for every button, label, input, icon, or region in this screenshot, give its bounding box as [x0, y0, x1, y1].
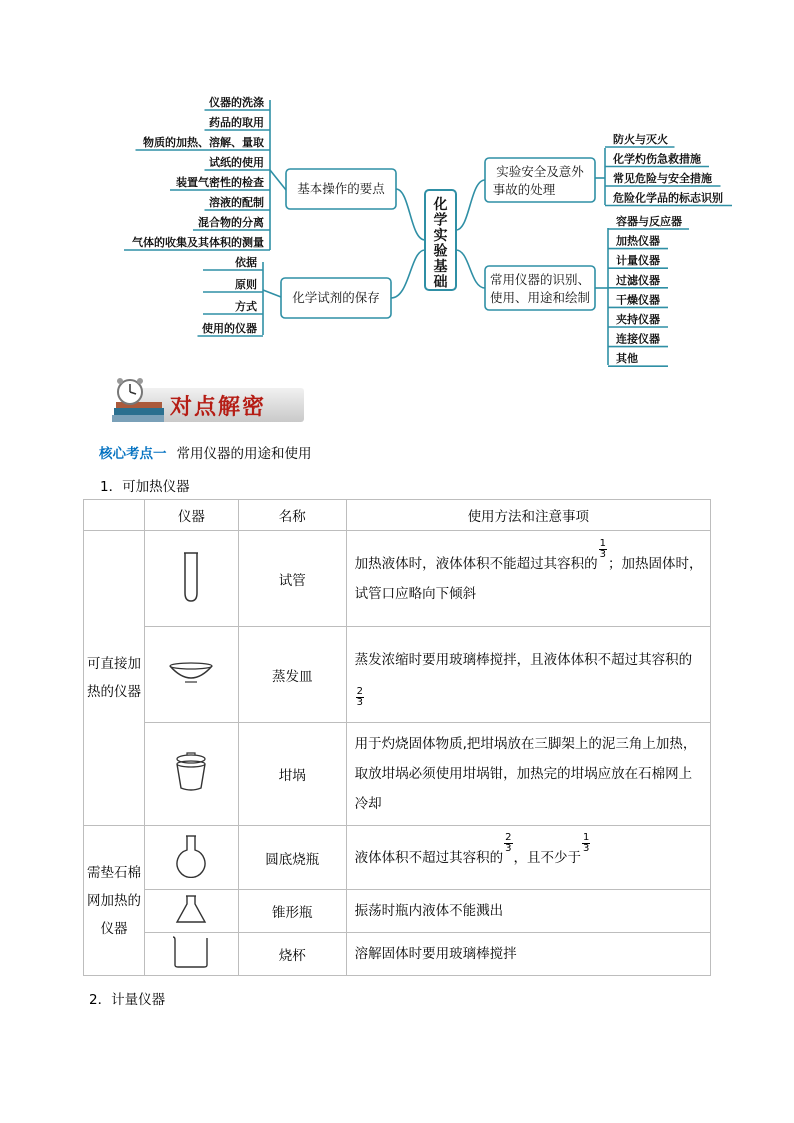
center-char: 实 [433, 228, 448, 244]
mindmap-leaf: 连接仪器 [616, 332, 660, 346]
instrument-table [83, 499, 711, 976]
instrument-image [144, 723, 238, 826]
section-banner [108, 378, 304, 430]
round-bottom-flask-icon [173, 834, 209, 878]
mindmap-leaf: 仪器的洗涤 [209, 96, 264, 109]
mindmap-leaf: 计量仪器 [616, 254, 660, 268]
fraction [504, 833, 512, 854]
category-direct-heat [84, 531, 145, 826]
mindmap-leaf: 化学灼伤急救措施 [613, 152, 701, 166]
fraction-denominator: 3 [599, 549, 606, 560]
instrument-name: 烧杯 [238, 933, 346, 976]
instrument-notes: 溶解固体时要用玻璃棒搅拌 [346, 933, 710, 976]
section-title-measuring: 2．计量仪器 [89, 992, 166, 1008]
header-notes: 使用方法和注意事项 [346, 500, 710, 531]
instrument-image [144, 890, 238, 933]
note-text: 加热液体时，液体体积不能超过其容积的 [354, 555, 598, 572]
header-name: 名称 [238, 500, 346, 531]
mindmap-leaf: 溶液的配制 [209, 196, 264, 209]
mindmap-leaf: 物质的加热、溶解、量取 [143, 136, 264, 149]
fraction-denominator: 3 [583, 843, 590, 854]
instrument-image [144, 933, 238, 976]
fraction-numerator: 2 [356, 686, 363, 697]
note-text: 蒸发浓缩时要用玻璃棒搅拌，且液体体积不超过其容积的 [354, 651, 693, 668]
fraction-numerator: 1 [599, 538, 606, 549]
note-text: 液体体积不超过其容积的 [354, 849, 504, 866]
mindmap-leaf: 药品的取用 [209, 116, 264, 129]
key-point-heading [99, 442, 312, 462]
note-text: ，且不少于 [513, 849, 581, 866]
box-basic-ops-label: 基本操作的要点 [297, 181, 385, 196]
note-text: ；加热固体时，试管口应略向下倾斜 [354, 555, 703, 602]
center-char: 学 [433, 212, 448, 229]
instrument-name: 圆底烧瓶 [238, 826, 346, 890]
category-line: 仪器 [100, 920, 128, 937]
mindmap-leaf: 方式 [235, 300, 257, 313]
mind-map [0, 0, 794, 375]
header-instrument: 仪器 [144, 500, 238, 531]
table-row [84, 723, 711, 826]
category-line: 网加热的 [86, 892, 141, 909]
mindmap-leaf: 试纸的使用 [209, 156, 264, 169]
box-safety-line1: 实验安全及意外 [496, 164, 584, 179]
center-label [433, 196, 448, 291]
instrument-notes: 用于灼烧固体物质,把坩埚放在三脚架上的泥三角上加热，取放坩埚必须使用坩埚钳，加热完的坩埚应放在石棉网上冷却 [346, 723, 710, 826]
key-point-label: 核心考点一 [99, 446, 167, 462]
instrument-name: 蒸发皿 [238, 627, 346, 723]
table-row [84, 890, 711, 933]
mindmap-leaf: 干燥仪器 [616, 293, 660, 307]
header-category [84, 500, 145, 531]
right-lower-items [608, 214, 689, 366]
crucible-icon [173, 752, 209, 792]
mindmap-leaf: 装置气密性的检查 [176, 176, 264, 189]
instrument-notes [346, 826, 710, 890]
key-point-text: 常用仪器的用途和使用 [176, 446, 312, 462]
instrument-name: 锥形瓶 [238, 890, 346, 933]
fraction-denominator: 3 [356, 697, 363, 708]
fraction [356, 687, 364, 708]
banner-title: 对点解密 [170, 395, 267, 420]
mindmap-leaf: 夹持仪器 [616, 313, 660, 326]
box-instruments-line2: 使用、用途和绘制 [489, 290, 591, 305]
mindmap-leaf: 过滤仪器 [616, 273, 660, 287]
table-row [84, 933, 711, 976]
mindmap-leaf: 容器与反应器 [616, 215, 682, 228]
beaker-icon [171, 935, 211, 969]
instrument-image [144, 627, 238, 723]
left-upper-items [124, 95, 270, 250]
mindmap-leaf: 混合物的分离 [198, 216, 264, 229]
category-gauze-heat [84, 826, 145, 976]
mindmap-leaf: 气体的收集及其体积的测量 [132, 236, 264, 249]
instrument-notes: 振荡时瓶内液体不能溅出 [346, 890, 710, 933]
test-tube-icon [181, 551, 201, 603]
center-char: 础 [433, 274, 448, 291]
mindmap-leaf: 加热仪器 [616, 234, 660, 248]
center-char: 化 [433, 197, 448, 213]
table-header-row [84, 500, 711, 531]
mindmap-leaf: 常见危险与安全措施 [613, 172, 712, 185]
fraction [599, 539, 607, 560]
instrument-name: 试管 [238, 531, 346, 627]
mindmap-leaf: 使用的仪器 [202, 322, 257, 335]
left-lower-items [198, 255, 264, 336]
center-char: 验 [433, 243, 448, 260]
evaporating-dish-icon [168, 660, 214, 686]
instrument-notes [346, 531, 710, 627]
fraction-denominator: 3 [505, 843, 512, 854]
right-upper-items [605, 132, 732, 206]
box-instruments-line1: 常用仪器的识别、 [489, 272, 591, 287]
category-line: 热的仪器 [86, 684, 141, 700]
instrument-image [144, 531, 238, 627]
category-line: 可直接加 [86, 656, 141, 672]
category-line: 需垫石棉 [86, 864, 141, 881]
box-storage-label: 化学试剂的保存 [292, 290, 380, 305]
table-row [84, 826, 711, 890]
left-upper-lines [270, 100, 286, 250]
fraction-numerator: 1 [583, 832, 590, 843]
section-title-heatable: 1．可加热仪器 [100, 479, 190, 495]
table-row [84, 531, 711, 627]
box-safety-line2: 事故的处理 [492, 182, 556, 197]
instrument-image [144, 826, 238, 890]
center-char: 基 [433, 259, 448, 275]
mindmap-leaf: 危险化学品的标志识别 [613, 191, 723, 205]
mindmap-leaf: 原则 [235, 278, 257, 291]
instrument-name: 坩埚 [238, 723, 346, 826]
fraction [582, 833, 590, 854]
mindmap-leaf: 依据 [235, 256, 257, 269]
instrument-notes [346, 627, 710, 723]
mindmap-leaf: 防火与灭火 [613, 133, 668, 146]
mindmap-leaf: 其他 [616, 352, 638, 366]
conical-flask-icon [173, 894, 209, 924]
fraction-numerator: 2 [505, 832, 512, 843]
table-row [84, 627, 711, 723]
clock-books-icon [108, 378, 170, 428]
